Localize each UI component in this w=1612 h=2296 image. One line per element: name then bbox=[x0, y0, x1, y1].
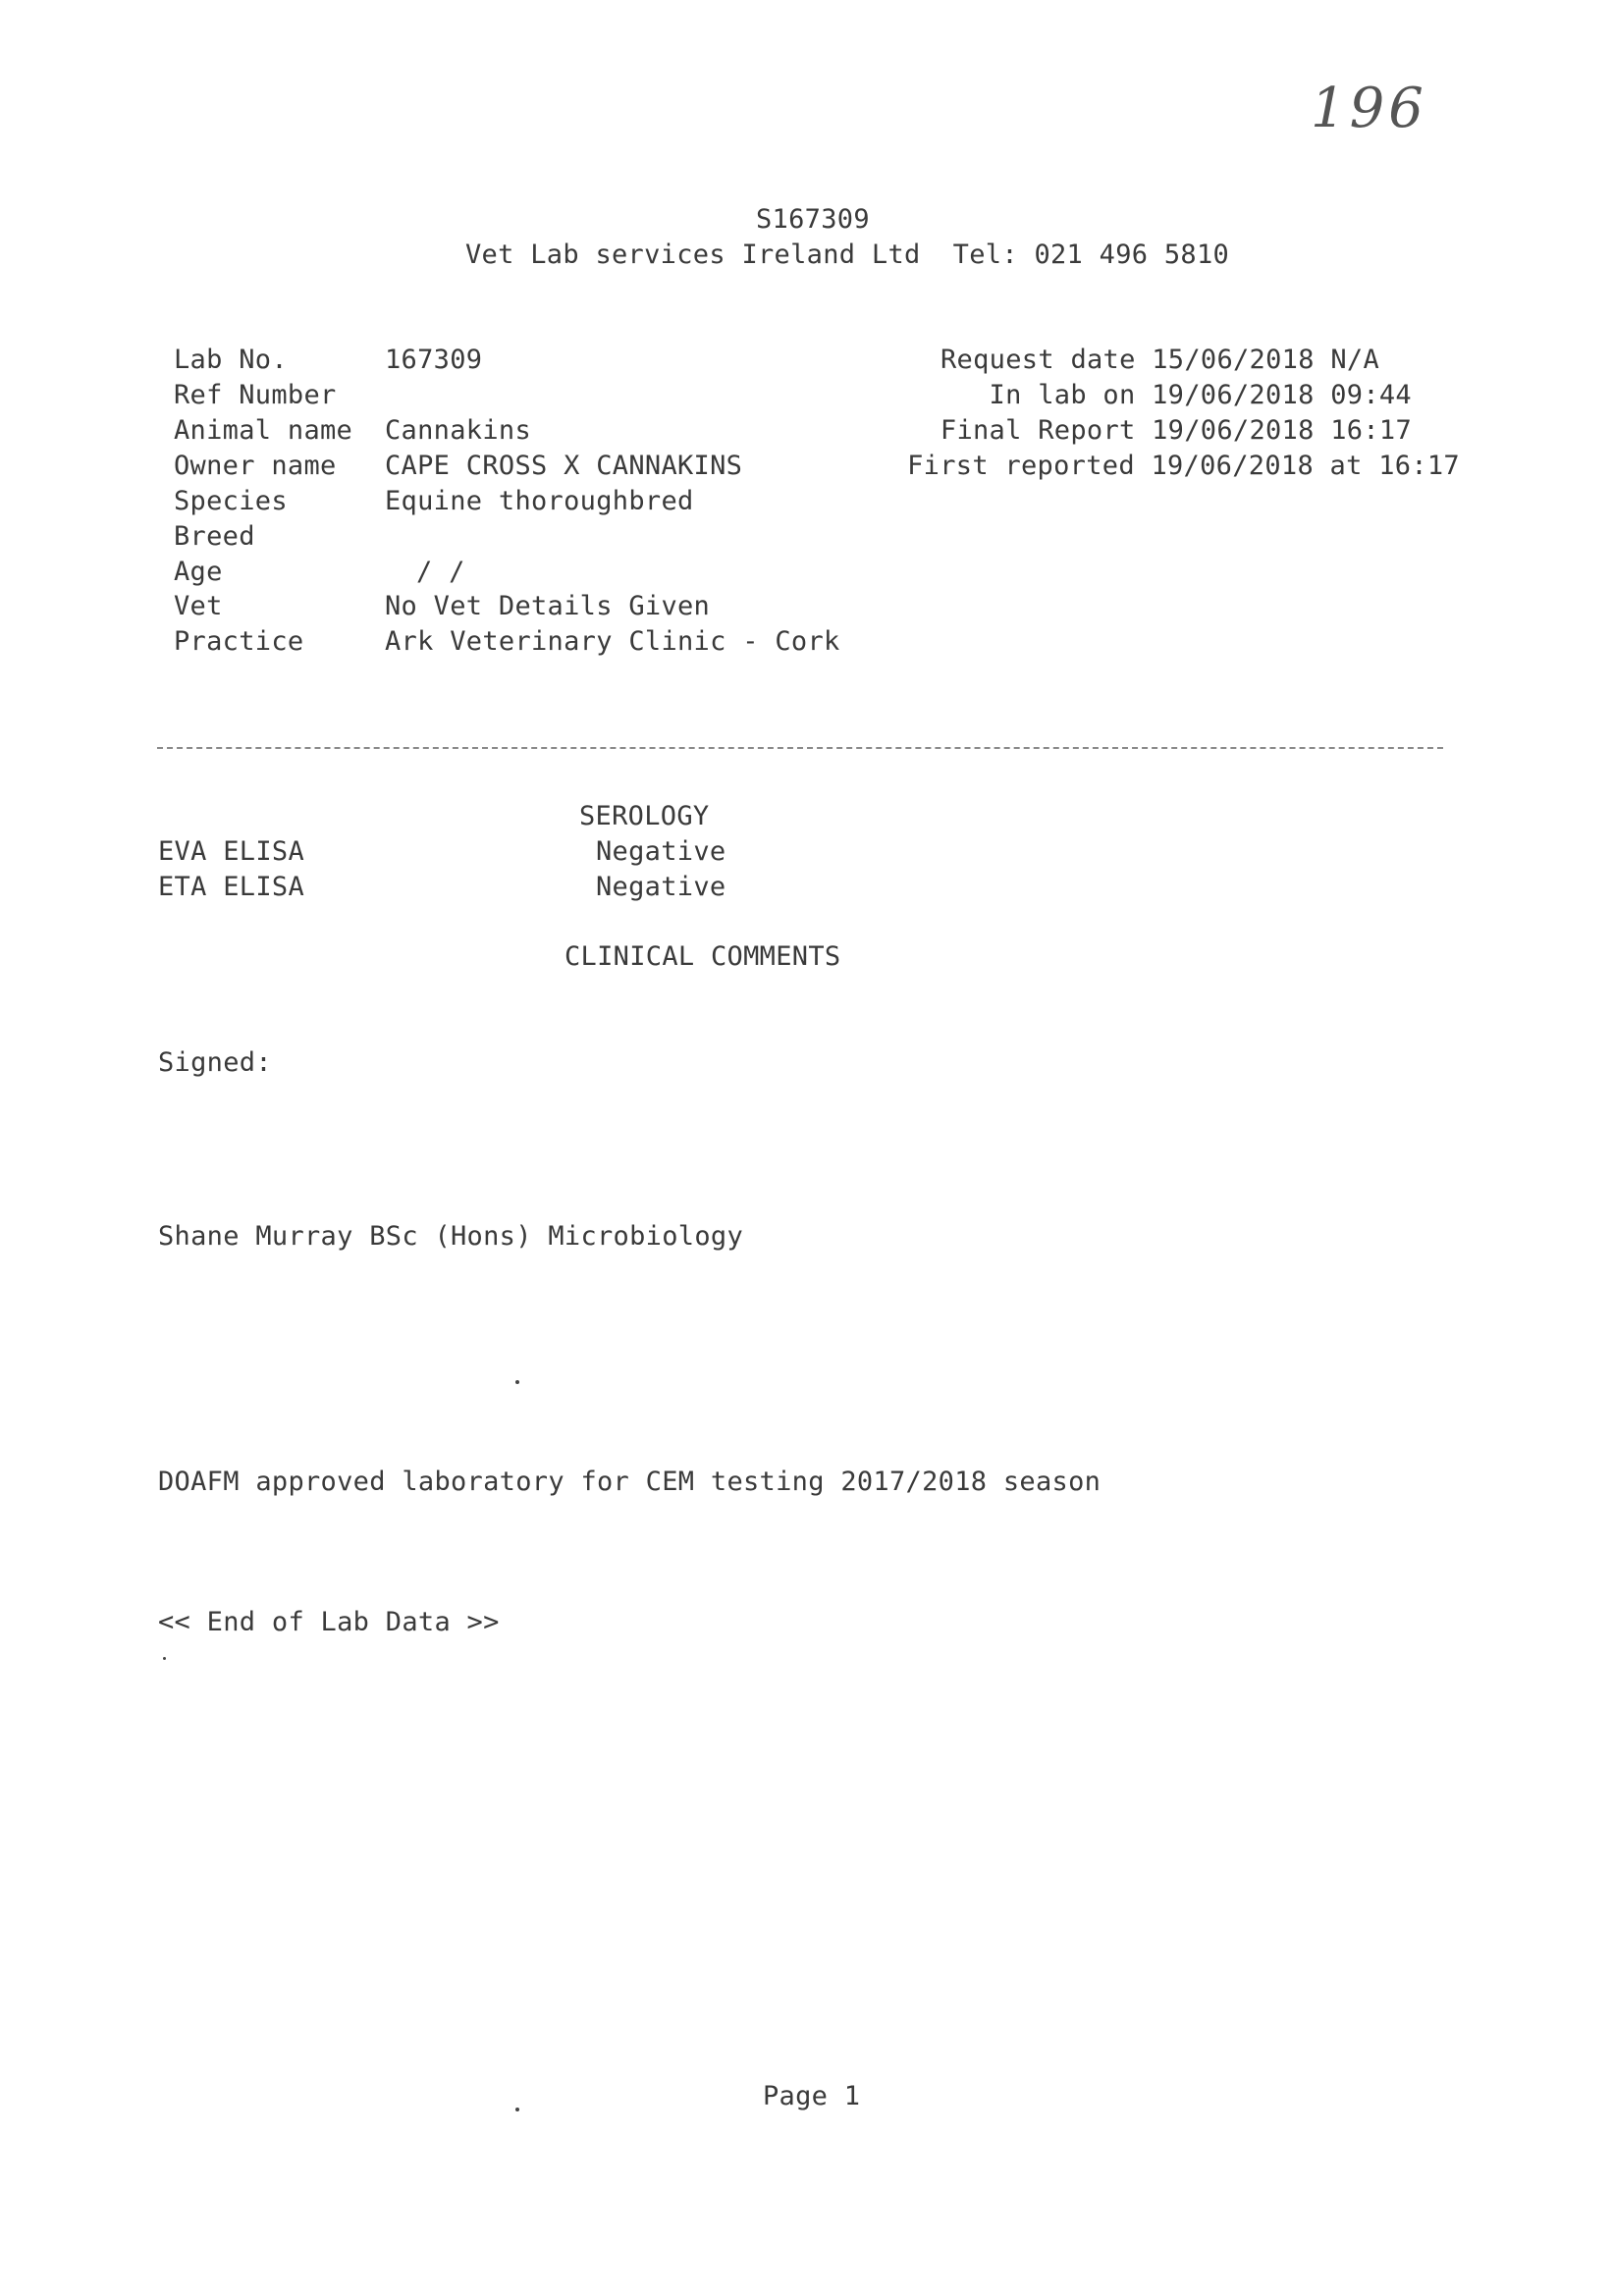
vet-label: Vet bbox=[174, 591, 223, 621]
request-date: Request date 15/06/2018 N/A bbox=[940, 345, 1379, 375]
species-label: Species bbox=[174, 486, 288, 516]
handwritten-page-number: 196 bbox=[1311, 77, 1427, 140]
lab-no-label: Lab No. bbox=[174, 345, 288, 375]
species-value: Equine thoroughbred bbox=[385, 486, 694, 516]
owner-name-label: Owner name bbox=[174, 451, 337, 481]
vet-value: No Vet Details Given bbox=[385, 591, 711, 621]
age-value: / / bbox=[416, 557, 465, 587]
stray-mark bbox=[515, 1380, 519, 1384]
serology-heading: SEROLOGY bbox=[579, 801, 710, 831]
signatory-name: Shane Murray BSc (Hons) Microbiology bbox=[158, 1221, 743, 1252]
in-lab-date: In lab on 19/06/2018 09:44 bbox=[989, 380, 1412, 410]
page-number: Page 1 bbox=[763, 2081, 861, 2111]
test-result-eva: Negative bbox=[596, 836, 726, 867]
end-of-lab-data: << End of Lab Data >> bbox=[158, 1607, 500, 1637]
practice-value: Ark Veterinary Clinic - Cork bbox=[385, 626, 840, 657]
report-id: S167309 bbox=[756, 204, 870, 235]
first-reported-date: First reported 19/06/2018 at 16:17 bbox=[907, 451, 1460, 481]
lab-no-value: 167309 bbox=[385, 345, 483, 375]
practice-label: Practice bbox=[174, 626, 304, 657]
dashed-divider bbox=[157, 747, 1443, 749]
test-result-eta: Negative bbox=[596, 872, 726, 902]
breed-label: Breed bbox=[174, 521, 255, 552]
test-name-eva: EVA ELISA bbox=[158, 836, 304, 867]
stray-mark bbox=[515, 2108, 519, 2111]
animal-name-value: Cannakins bbox=[385, 415, 531, 446]
approval-note: DOAFM approved laboratory for CEM testing 2017/2018 season bbox=[158, 1467, 1102, 1497]
signed-label: Signed: bbox=[158, 1047, 272, 1078]
clinical-comments-heading: CLINICAL COMMENTS bbox=[564, 941, 841, 972]
ref-number-label: Ref Number bbox=[174, 380, 337, 410]
stray-mark bbox=[163, 1657, 166, 1660]
lab-header: Vet Lab services Ireland Ltd Tel: 021 496 5810 bbox=[465, 240, 1230, 270]
animal-name-label: Animal name bbox=[174, 415, 353, 446]
test-name-eta: ETA ELISA bbox=[158, 872, 304, 902]
final-report-date: Final Report 19/06/2018 16:17 bbox=[940, 415, 1412, 446]
age-label: Age bbox=[174, 557, 223, 587]
owner-name-value: CAPE CROSS X CANNAKINS bbox=[385, 451, 743, 481]
